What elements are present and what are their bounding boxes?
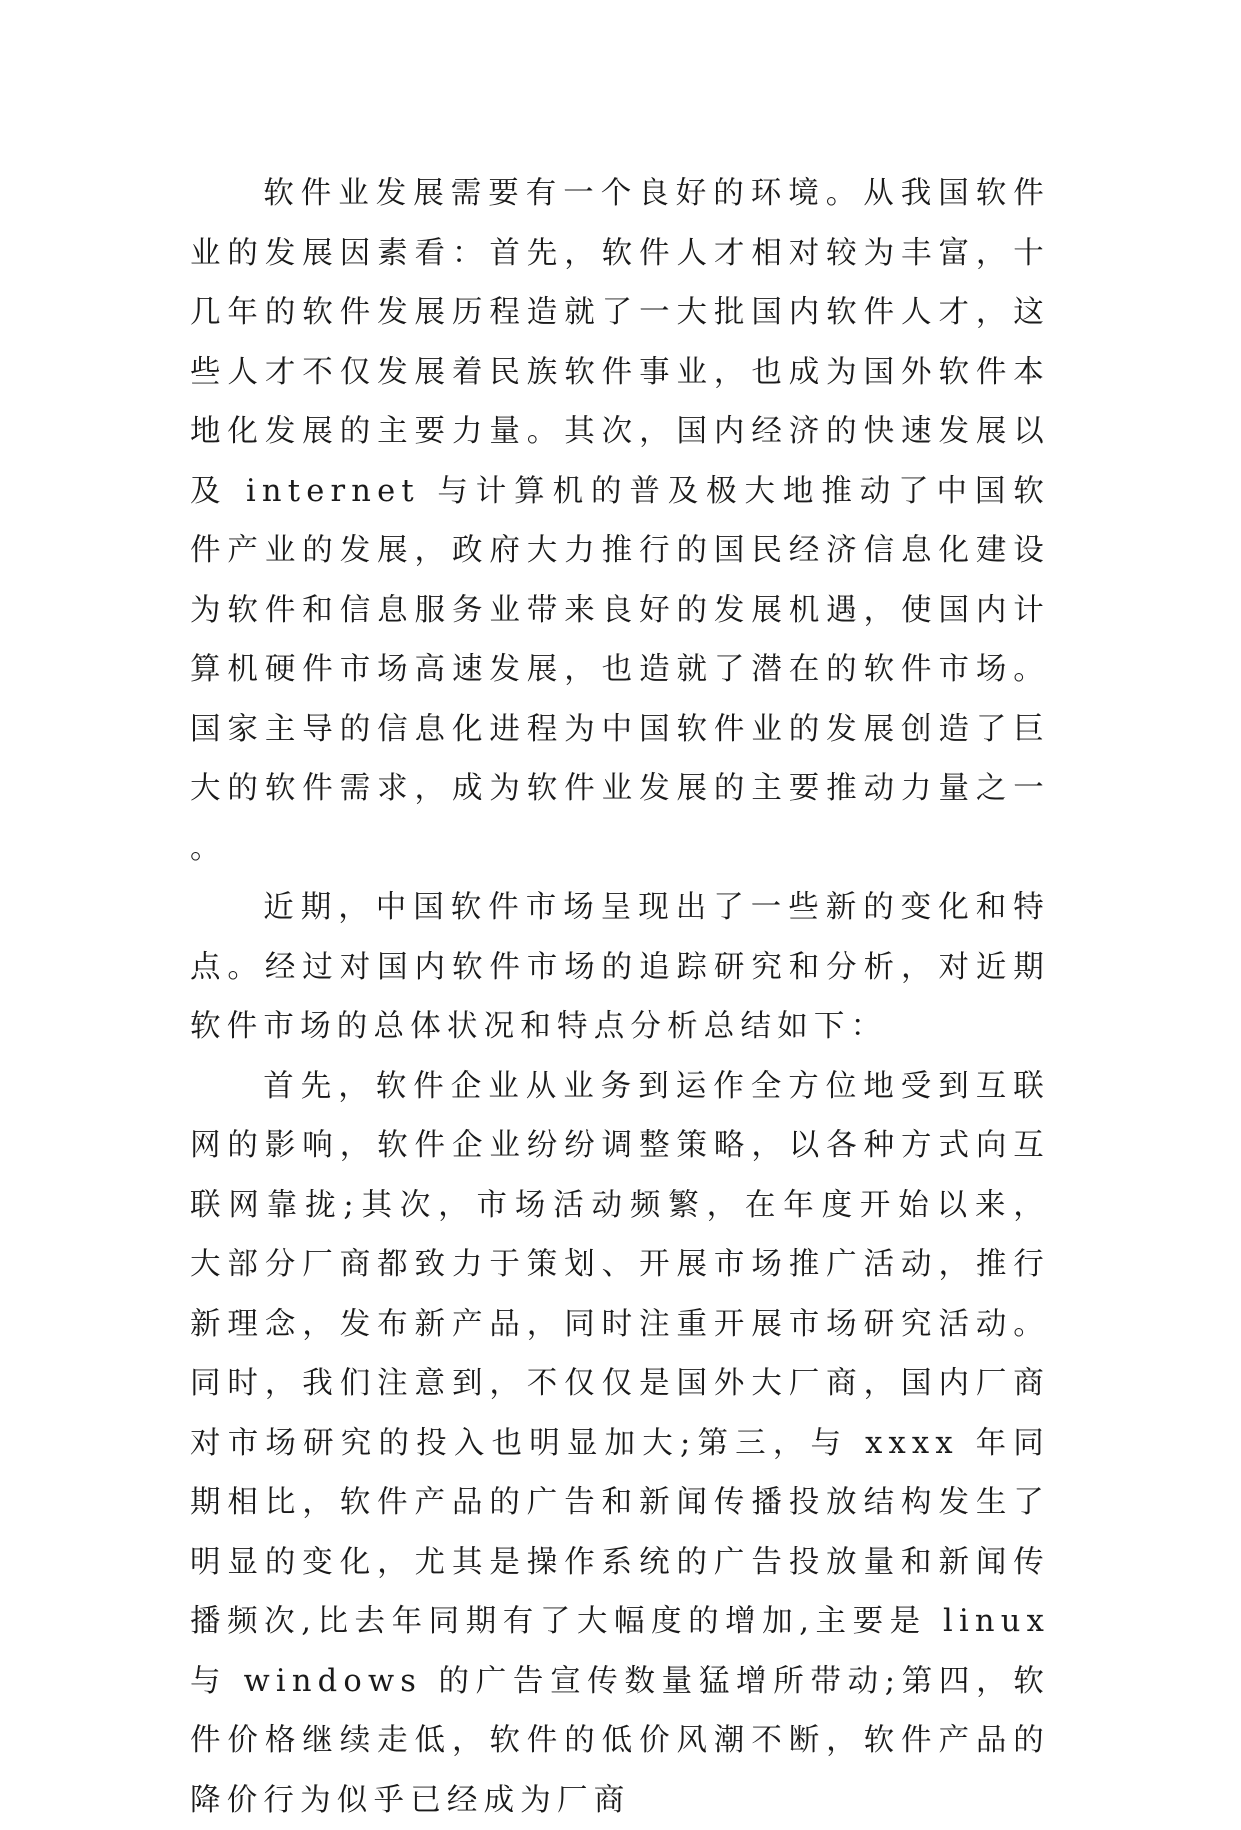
paragraph-market-characteristics: 首先，软件企业从业务到运作全方位地受到互联网的影响，软件企业纷纷调整策略，以各种方式向互联网靠拢;其次，市场活动频繁，在年度开始以来，大部分厂商都致力于策划、开展市场推广活动，推行新理念，发布新产品，同时注重开展市场研究活动。同时，我们注意到，不仅仅是国外大厂商，国内厂商对市场研究的投入也明显加大;第三，与 xxxx 年同期相比，软件产品的广告和新闻传播投放结构发生了明显的变化，尤其是操作系统的广告投放量和新闻传播频次,比去年同期有了大幅度的增加,主要是 linux 与 windows 的广告宣传数量猛增所带动;第四，软件价格继续走低，软件的低价风潮不断，软件产品的降价行为似乎已经成为厂商 (190, 1057, 1050, 1830)
paragraph-software-environment: 软件业发展需要有一个良好的环境。从我国软件业的发展因素看：首先，软件人才相对较为丰富，十几年的软件发展历程造就了一大批国内软件人才，这些人才不仅发展着民族软件事业，也成为国外软件本地化发展的主要力量。其次，国内经济的快速发展以及 internet 与计算机的普及极大地推动了中国软件产业的发展，政府大力推行的国民经济信息化建设为软件和信息服务业带来良好的发展机遇，使国内计算机硬件市场高速发展，也造就了潜在的软件市场。国家主导的信息化进程为中国软件业的发展创造了巨大的软件需求，成为软件业发展的主要推动力量之一。 (190, 164, 1050, 878)
paragraph-market-changes: 近期，中国软件市场呈现出了一些新的变化和特点。经过对国内软件市场的追踪研究和分析，对近期软件市场的总体状况和特点分析总结如下： (190, 878, 1050, 1057)
document-body (190, 164, 1050, 1830)
